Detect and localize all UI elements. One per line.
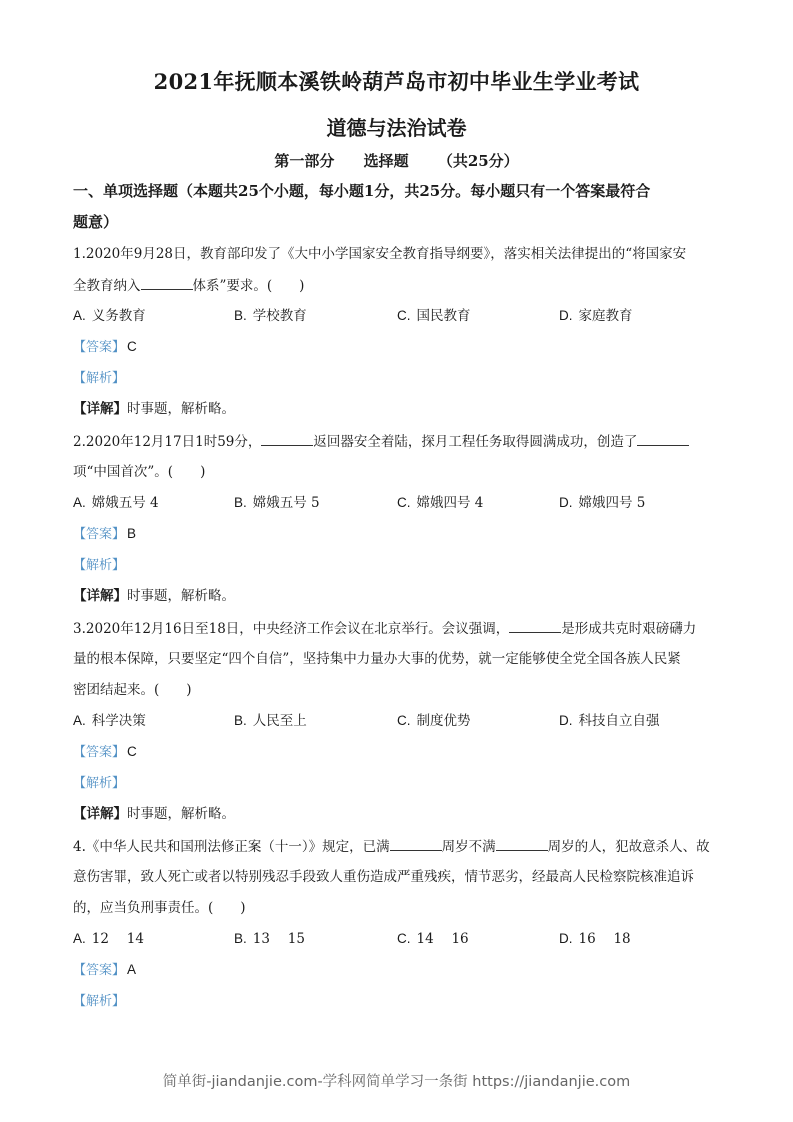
answer-value: A (127, 962, 137, 977)
option-d: D. 科技自立自强 (559, 713, 660, 729)
answer-line: 【答案】 C (73, 339, 137, 355)
question-text: 量的根本保障，只要坚定“四个自信”，坚持集中力量办大事的优势，就一定能够使全党全国各族人民紧 (73, 651, 681, 667)
question-text: 的，应当负刑事责任。( ) (73, 900, 246, 916)
option-d: D. 16 18 (559, 931, 631, 947)
fill-blank (261, 431, 313, 446)
option-b: B. 人民至上 (234, 713, 307, 729)
option-a: A. 义务教育 (73, 308, 146, 324)
question-text: 3.2020年12月16日至18日，中央经济工作会议在北京举行。会议强调， 是形成共克时艰磅礴力 (73, 618, 696, 639)
option-b: B. 13 15 (234, 931, 305, 947)
question-text: 1.2020年9月28日，教育部印发了《大中小学国家安全教育指导纲要》，落实相关法律提出的“将国家安 (73, 246, 687, 262)
answer-value: C (127, 339, 137, 354)
answer-value: B (127, 526, 137, 541)
fill-blank (390, 836, 442, 851)
analysis-line: 【解析】 (73, 371, 126, 386)
part-name: 第一部分 (274, 152, 335, 170)
option-a: A. 科学决策 (73, 713, 146, 729)
option-b: B. 学校教育 (234, 308, 307, 324)
fill-blank (637, 431, 689, 446)
question-text: 4.《中华人民共和国刑法修正案（十一）》规定，已满 周岁不满 周岁的人，犯故意杀人、故 (73, 836, 710, 857)
analysis-line: 【解析】 (73, 558, 126, 573)
part-heading (0, 150, 793, 171)
detail-line: 【详解】时事题，解析略。 (73, 588, 235, 604)
question-text: 项“中国首次”。( ) (73, 464, 206, 480)
answer-line: 【答案】 B (73, 526, 137, 542)
option-d: D. 家庭教育 (559, 308, 633, 324)
option-a: A. 嫦娥五号 4 (73, 495, 159, 511)
fill-blank (141, 275, 193, 290)
exam-title: 2021年抚顺本溪铁岭葫芦岛市初中毕业生学业考试 (153, 69, 640, 94)
analysis-line: 【解析】 (73, 776, 126, 791)
option-d: D. 嫦娥四号 5 (559, 495, 646, 511)
option-c: C. 14 16 (397, 931, 469, 947)
section-heading: 一、单项选择题（本题共25个小题，每小题1分，共25分。每小题只有一个答案最符合 (73, 182, 651, 200)
answer-line: 【答案】 A (73, 962, 137, 978)
option-c: C. 制度优势 (397, 713, 471, 729)
fill-blank (509, 618, 561, 633)
part-type: 选择题 (363, 152, 409, 170)
question-text: 密团结起来。( ) (73, 682, 192, 698)
part-score: （共25分） (437, 152, 519, 170)
answer-value: C (127, 744, 137, 759)
option-c: C. 国民教育 (397, 308, 471, 324)
section-heading-cont: 题意） (73, 213, 119, 231)
fill-blank (496, 836, 548, 851)
footer-watermark: 简单街-jiandanjie.com-学科网简单学习一条街 https://jiandanjie.com (162, 1074, 631, 1090)
option-a: A. 12 14 (73, 931, 144, 947)
option-b: B. 嫦娥五号 5 (234, 495, 320, 511)
option-c: C. 嫦娥四号 4 (397, 495, 484, 511)
question-text: 意伤害罪，致人死亡或者以特别残忍手段致人重伤造成严重残疾，情节恶劣，经最高人民检察院核准追诉 (73, 869, 694, 885)
analysis-line: 【解析】 (73, 994, 126, 1009)
detail-line: 【详解】时事题，解析略。 (73, 401, 235, 417)
exam-subtitle: 道德与法治试卷 (326, 116, 467, 140)
question-text: 2.2020年12月17日1时59分， 返回器安全着陆，探月工程任务取得圆满成功，创造了 (73, 431, 689, 452)
answer-line: 【答案】 C (73, 744, 137, 760)
detail-line: 【详解】时事题，解析略。 (73, 806, 235, 822)
question-text: 全教育纳入 体系”要求。( ) (73, 275, 304, 296)
